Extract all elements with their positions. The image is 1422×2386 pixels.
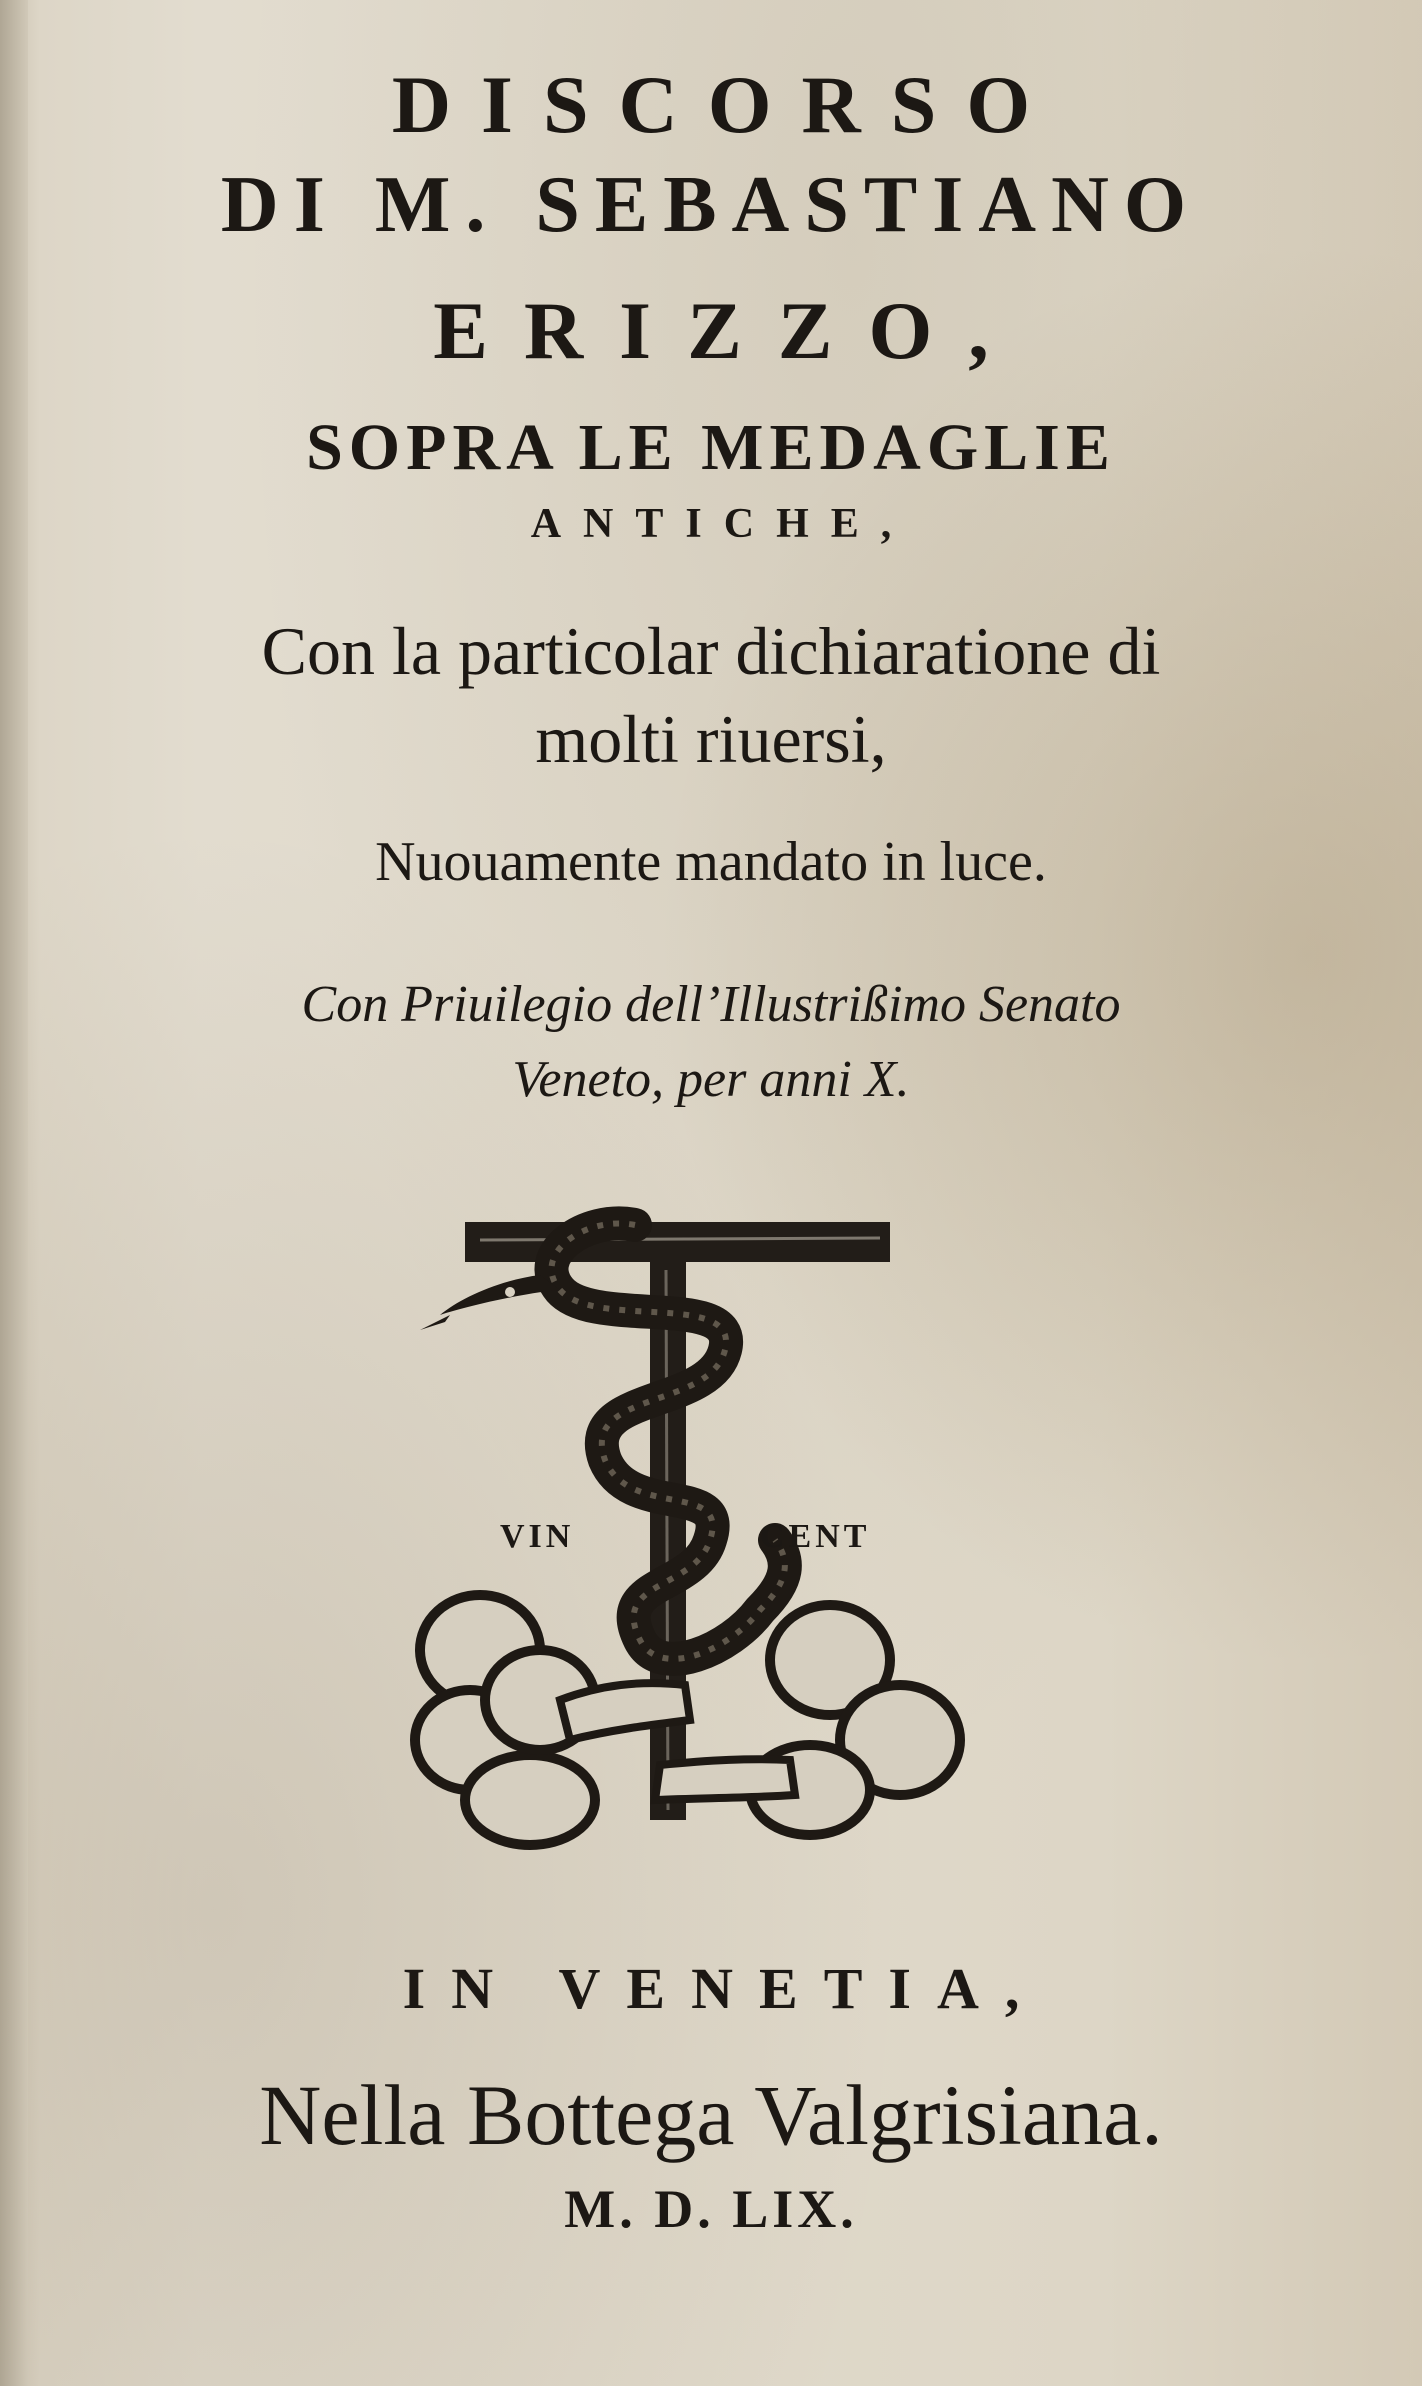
device-motto-left: VIN bbox=[500, 1518, 575, 1555]
subtitle-line-1: SOPRA LE MEDAGLIE bbox=[306, 411, 1116, 484]
title-line-3: ERIZZO, bbox=[433, 285, 1025, 376]
description-line-2: molti riuersi, bbox=[535, 701, 887, 777]
title-line-1: DISCORSO bbox=[391, 59, 1061, 150]
imprint-printer: Nella Bottega Valgrisiana. bbox=[259, 2067, 1163, 2163]
imprint-place: IN VENETIA, bbox=[402, 1956, 1046, 2021]
privilege-line-1: Con Priuilegio dell’Illustrißimo Senato bbox=[301, 976, 1121, 1033]
right-hand bbox=[655, 1759, 795, 1800]
serpent-head bbox=[440, 1275, 560, 1315]
imprint-year: M. D. LIX. bbox=[564, 2179, 858, 2239]
right-cloud bbox=[750, 1605, 960, 1835]
title-line-2: DI M. SEBASTIANO bbox=[220, 161, 1202, 249]
privilege-line-2: Veneto, per anni X. bbox=[512, 1051, 910, 1108]
device-motto-right: CENT bbox=[760, 1518, 871, 1555]
description-line-1: Con la particolar dichiaratione di bbox=[261, 613, 1161, 689]
subtitle-line-2: ANTICHE, bbox=[530, 501, 914, 547]
publication-note: Nuouamente mandato in luce. bbox=[375, 831, 1047, 893]
cross-bar bbox=[465, 1222, 890, 1262]
